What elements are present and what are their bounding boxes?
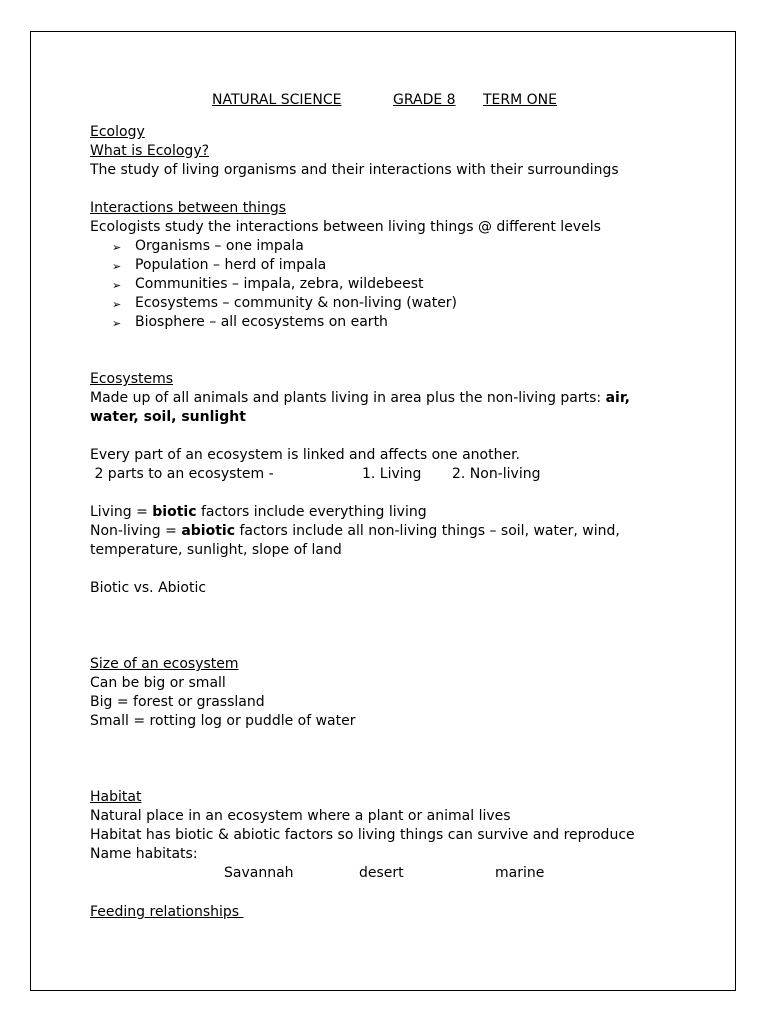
size-line-1: Can be big or small — [90, 675, 226, 691]
part-nonliving: 2. Non-living — [452, 466, 541, 482]
level-text: Ecosystems – community & non-living (water) — [135, 295, 458, 311]
biotic-vs-abiotic: Biotic vs. Abiotic — [90, 580, 207, 596]
arrow-bullet-icon: ➢ — [112, 241, 122, 254]
habitat-heading: Habitat — [90, 789, 142, 805]
ecology-heading: Ecology — [90, 124, 145, 140]
arrow-bullet-icon: ➢ — [112, 298, 122, 311]
habitat-line-1: Natural place in an ecosystem where a plant or animal lives — [90, 808, 511, 824]
habitat-marine: marine — [495, 865, 545, 881]
living-prefix: Living = — [90, 504, 153, 520]
part-living: 1. Living — [362, 466, 422, 482]
ecology-question: What is Ecology? — [90, 143, 210, 159]
levels-list — [90, 237, 690, 337]
arrow-bullet-icon: ➢ — [112, 260, 122, 273]
arrow-bullet-icon: ➢ — [112, 317, 122, 330]
living-biotic — [90, 503, 427, 522]
feeding-heading: Feeding relationships — [90, 904, 244, 920]
nonliving-prefix: Non-living = — [90, 523, 182, 539]
interactions-intro: Ecologists study the interactions between living things @ different levels — [90, 219, 601, 235]
size-line-3: Small = rotting log or puddle of water — [90, 713, 356, 729]
habitat-line-3: Name habitats: — [90, 846, 198, 862]
level-text: Population – herd of impala — [135, 257, 327, 273]
ecosystems-parts — [90, 465, 690, 484]
made-up-text: Made up of all animals and plants living in area plus the non-living parts: — [90, 390, 606, 406]
title-subject: NATURAL SCIENCE — [212, 92, 342, 108]
level-text: Organisms – one impala — [135, 238, 304, 254]
ecosystems-linked: Every part of an ecosystem is linked and affects one another. — [90, 447, 521, 463]
size-heading: Size of an ecosystem — [90, 656, 239, 672]
made-up-bold: air, — [605, 390, 631, 406]
habitat-line-2: Habitat has biotic & abiotic factors so living things can survive and reproduce — [90, 827, 635, 843]
level-text: Biosphere – all ecosystems on earth — [135, 314, 388, 330]
size-line-2: Big = forest or grassland — [90, 694, 265, 710]
habitat-savannah: Savannah — [224, 865, 294, 881]
level-text: Communities – impala, zebra, wildebeest — [135, 276, 424, 292]
nonliving-abiotic — [90, 522, 620, 541]
abiotic-term: abiotic — [181, 523, 235, 539]
living-suffix: factors include everything living — [196, 504, 427, 520]
nonliving-suffix: factors include all non-living things – soil, water, wind, — [235, 523, 620, 539]
ecosystems-heading: Ecosystems — [90, 371, 174, 387]
nonliving-cont: temperature, sunlight, slope of land — [90, 542, 342, 558]
document-title — [0, 91, 768, 110]
title-grade: GRADE 8 — [393, 92, 456, 108]
interactions-heading: Interactions between things — [90, 200, 286, 216]
biotic-term: biotic — [152, 504, 197, 520]
ecology-definition: The study of living organisms and their interactions with their surroundings — [90, 162, 619, 178]
title-term: TERM ONE — [483, 92, 557, 108]
parts-intro: 2 parts to an ecosystem - — [90, 466, 274, 482]
arrow-bullet-icon: ➢ — [112, 279, 122, 292]
ecosystems-made-up — [90, 389, 630, 408]
ecosystems-made-up-cont: water, soil, sunlight — [90, 409, 246, 425]
habitat-desert: desert — [359, 865, 404, 881]
